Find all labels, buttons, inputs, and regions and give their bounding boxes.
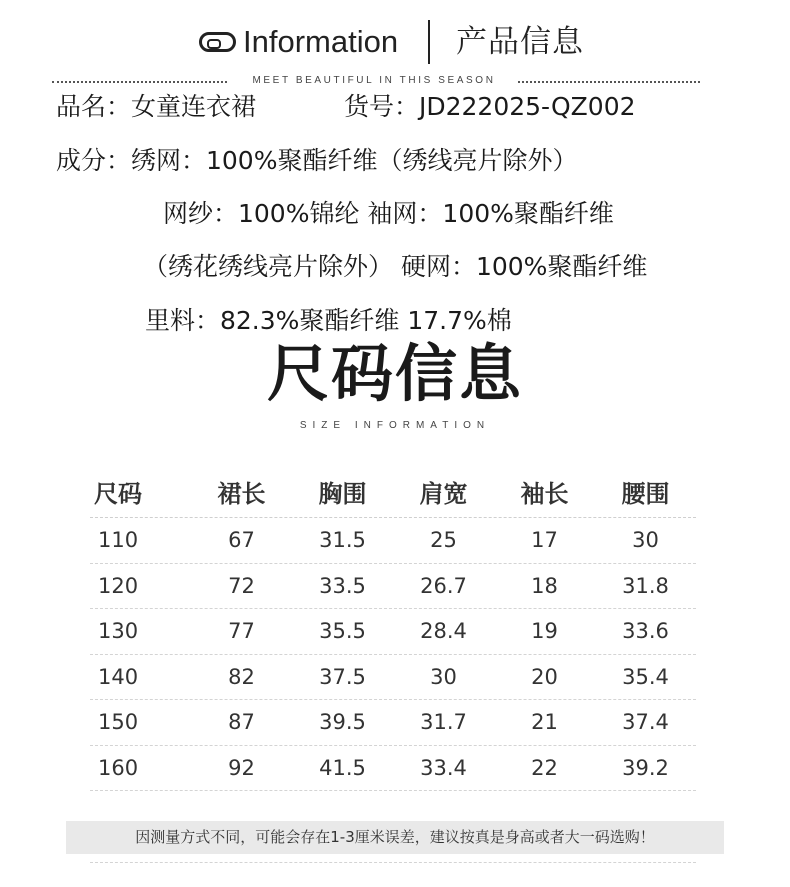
table-cell: 30 [430, 664, 457, 689]
table-row [90, 609, 696, 655]
title-divider [428, 20, 430, 64]
table-cell: 150 [98, 710, 139, 735]
table-cell: 39.5 [319, 710, 366, 735]
title-chinese: 产品信息 [456, 24, 584, 60]
composition-line: 网纱：100%锦纶 袖网：100%聚酯纤维 [163, 199, 614, 228]
table-row [90, 655, 696, 701]
table-cell: 22 [531, 755, 558, 780]
table-cell: 31.7 [420, 710, 467, 735]
table-header-cell: 胸围 [318, 480, 367, 508]
table-cell: 160 [98, 755, 139, 780]
table-cell: 120 [98, 573, 139, 598]
table-cell: 110 [98, 528, 139, 553]
table-row [90, 700, 696, 746]
header [0, 14, 790, 70]
dotted-divider-right [518, 81, 700, 83]
size-table [90, 466, 696, 791]
table-cell: 33.6 [622, 619, 669, 644]
size-section-title: 尺码信息 [266, 337, 523, 410]
tagline: MEET BEAUTIFUL IN THIS SEASON [252, 75, 496, 86]
table-cell: 87 [228, 710, 255, 735]
table-cell: 35.4 [622, 664, 669, 689]
table-cell: 33.5 [319, 573, 366, 598]
table-header-cell: 裙长 [217, 480, 266, 508]
product-sku: 货号：JD222025-QZ002 [344, 92, 636, 121]
table-cell: 72 [228, 573, 255, 598]
title-english: Information [243, 24, 399, 59]
table-header-row [90, 466, 696, 518]
measurement-note-bar [66, 821, 724, 854]
table-cell: 28.4 [420, 619, 467, 644]
table-cell: 82 [228, 664, 255, 689]
measurement-note: 因测量方式不同，可能会存在1-3厘米误差，建议按真是身高或者大一码选购！ [135, 828, 655, 846]
table-row [90, 564, 696, 610]
table-header-cell: 肩宽 [419, 480, 468, 508]
table-cell: 20 [531, 664, 558, 689]
table-cell: 25 [430, 528, 457, 553]
table-cell: 26.7 [420, 573, 467, 598]
table-cell: 140 [98, 664, 139, 689]
table-cell: 30 [632, 528, 659, 553]
table-cell: 21 [531, 710, 558, 735]
table-cell: 31.8 [622, 573, 669, 598]
table-header-cell: 尺码 [94, 480, 142, 508]
table-cell: 37.5 [319, 664, 366, 689]
table-cell: 92 [228, 755, 255, 780]
table-cell: 39.2 [622, 755, 669, 780]
composition-line: 里料：82.3%聚酯纤维 17.7%棉 [145, 306, 512, 335]
info-badge-icon [199, 32, 236, 52]
dotted-divider-left [52, 81, 227, 83]
table-cell: 37.4 [622, 710, 669, 735]
table-header-cell: 袖长 [520, 480, 569, 508]
table-cell: 18 [531, 573, 558, 598]
size-section-subtitle: SIZE INFORMATION [299, 420, 491, 431]
composition-line: 成分：绣网：100%聚酯纤维（绣线亮片除外） [56, 146, 578, 175]
table-cell: 77 [228, 619, 255, 644]
table-header-cell: 腰围 [621, 480, 670, 508]
table-row [90, 518, 696, 564]
bottom-divider [90, 862, 696, 863]
table-cell: 67 [228, 528, 255, 553]
tagline-row [52, 74, 700, 90]
table-cell: 33.4 [420, 755, 467, 780]
table-cell: 35.5 [319, 619, 366, 644]
product-name: 品名：女童连衣裙 [56, 92, 257, 121]
table-cell: 17 [531, 528, 558, 553]
table-row [90, 746, 696, 792]
table-cell: 41.5 [319, 755, 366, 780]
composition-line: （绣花绣线亮片除外） 硬网：100%聚酯纤维 [143, 252, 648, 281]
table-cell: 19 [531, 619, 558, 644]
table-cell: 31.5 [319, 528, 366, 553]
table-cell: 130 [98, 619, 139, 644]
